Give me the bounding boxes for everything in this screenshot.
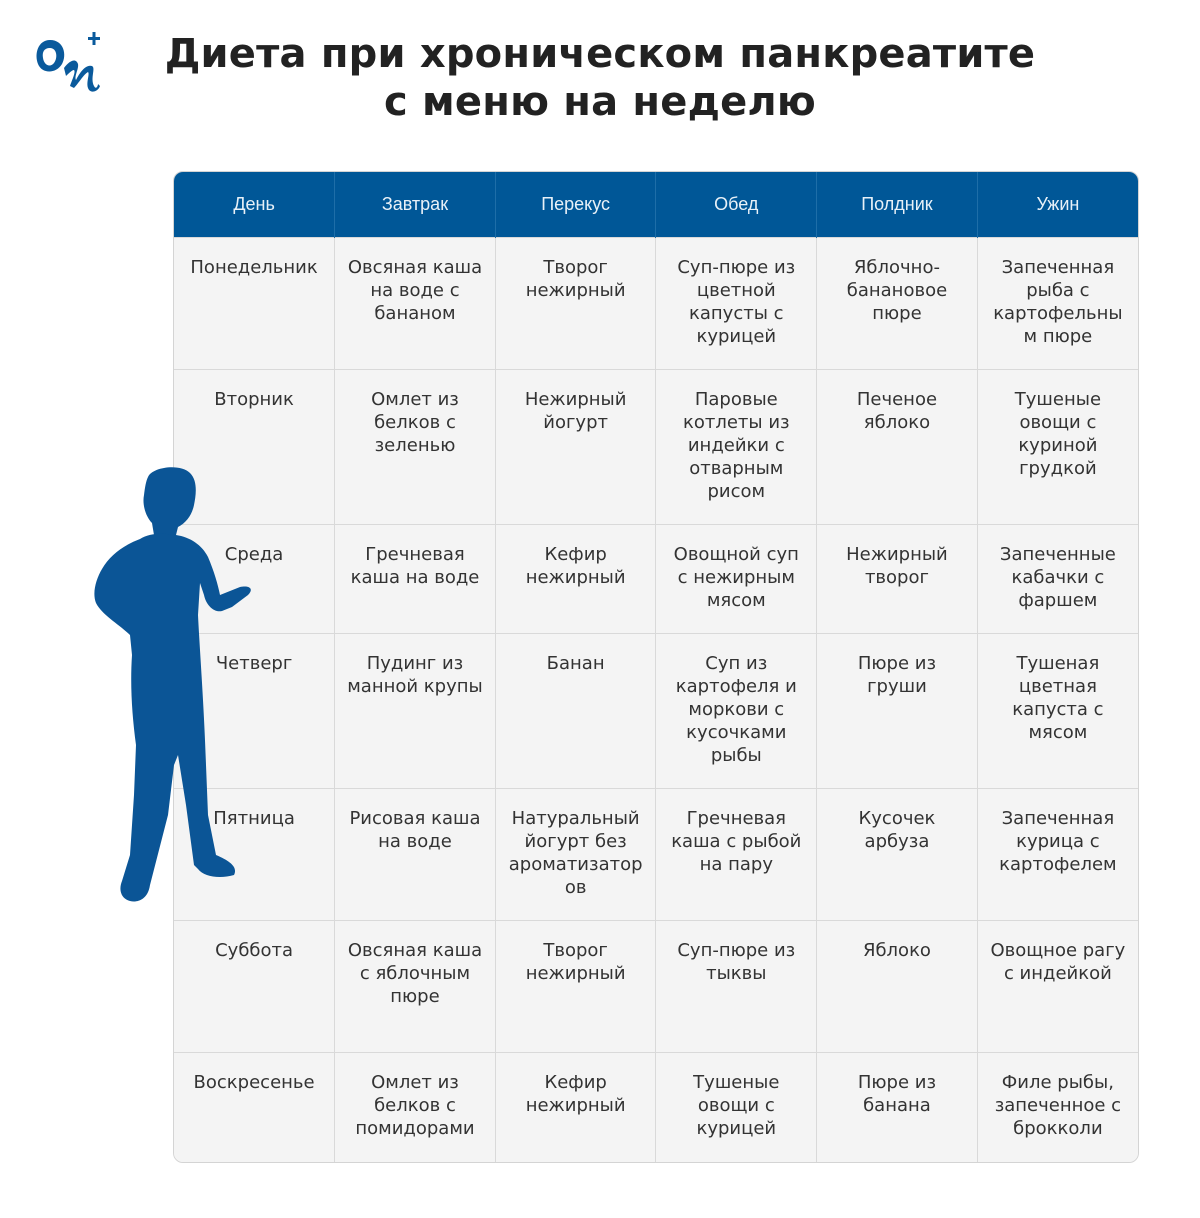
table-cell: Кусочек арбуза [817,789,978,921]
table-cell: Филе рыбы, запеченное с брокколи [977,1053,1138,1162]
table-cell: Воскресенье [174,1053,335,1162]
table-cell: Кефир нежирный [495,1053,656,1162]
table-cell: Нежирный йогурт [495,370,656,525]
table-cell: Пятница [174,789,335,921]
header-cell: Обед [656,172,817,238]
table-cell: Суббота [174,921,335,1053]
table-cell: Пюре из груши [817,634,978,789]
table-cell: Творог нежирный [495,238,656,370]
table-cell: Запеченная рыба с картофельным пюре [977,238,1138,370]
header-cell: День [174,172,335,238]
table-cell: Овощной суп с нежирным мясом [656,525,817,634]
table-row [174,525,1138,634]
table-cell: Тушеные овощи с курицей [656,1053,817,1162]
table-cell: Омлет из белков с помидорами [335,1053,496,1162]
page-title: Диета при хроническом панкреатите с меню на неделю [164,31,1036,125]
table-cell: Суп-пюре из тыквы [656,921,817,1053]
table-cell: Банан [495,634,656,789]
table-cell: Понедельник [174,238,335,370]
person-silhouette-icon [90,465,260,905]
table-cell: Суп из картофеля и моркови с кусочками рыбы [656,634,817,789]
table-row [174,1053,1138,1162]
table-row [174,238,1138,370]
table-cell: Кефир нежирный [495,525,656,634]
table-cell: Натуральный йогурт без ароматизаторов [495,789,656,921]
table-cell: Гречневая каша на воде [335,525,496,634]
table-cell: Тушеные овощи с куриной грудкой [977,370,1138,525]
table-cell: Яблоко [817,921,978,1053]
header-cell: Полдник [817,172,978,238]
table-cell: Яблочно-банановое пюре [817,238,978,370]
table-row [174,921,1138,1053]
table-cell: Овощное рагу с индейкой [977,921,1138,1053]
table-cell: Запеченная курица с картофелем [977,789,1138,921]
table-row [174,789,1138,921]
table-cell: Нежирный творог [817,525,978,634]
table-row [174,370,1138,525]
table-header-row [174,172,1138,238]
diet-table [173,171,1139,1163]
table-cell: Вторник [174,370,335,525]
header-cell: Ужин [977,172,1138,238]
table-cell: Пюре из банана [817,1053,978,1162]
table-cell: Печеное яблоко [817,370,978,525]
table-cell: Рисовая каша на воде [335,789,496,921]
table-cell: Пудинг из манной крупы [335,634,496,789]
table-cell: Четверг [174,634,335,789]
logo-icon [32,28,106,94]
table-cell: Овсяная каша с яблочным пюре [335,921,496,1053]
table-cell: Омлет из белков с зеленью [335,370,496,525]
table-cell: Овсяная каша на воде с бананом [335,238,496,370]
table-cell: Творог нежирный [495,921,656,1053]
table-cell: Тушеная цветная капуста с мясом [977,634,1138,789]
table-cell: Паровые котлеты из индейки с отварным рисом [656,370,817,525]
table-cell: Запеченные кабачки с фаршем [977,525,1138,634]
header-cell: Завтрак [335,172,496,238]
table-cell: Суп-пюре из цветной капусты с курицей [656,238,817,370]
table-row [174,634,1138,789]
header-cell: Перекус [495,172,656,238]
table-cell: Гречневая каша с рыбой на пару [656,789,817,921]
table-cell: Среда [174,525,335,634]
